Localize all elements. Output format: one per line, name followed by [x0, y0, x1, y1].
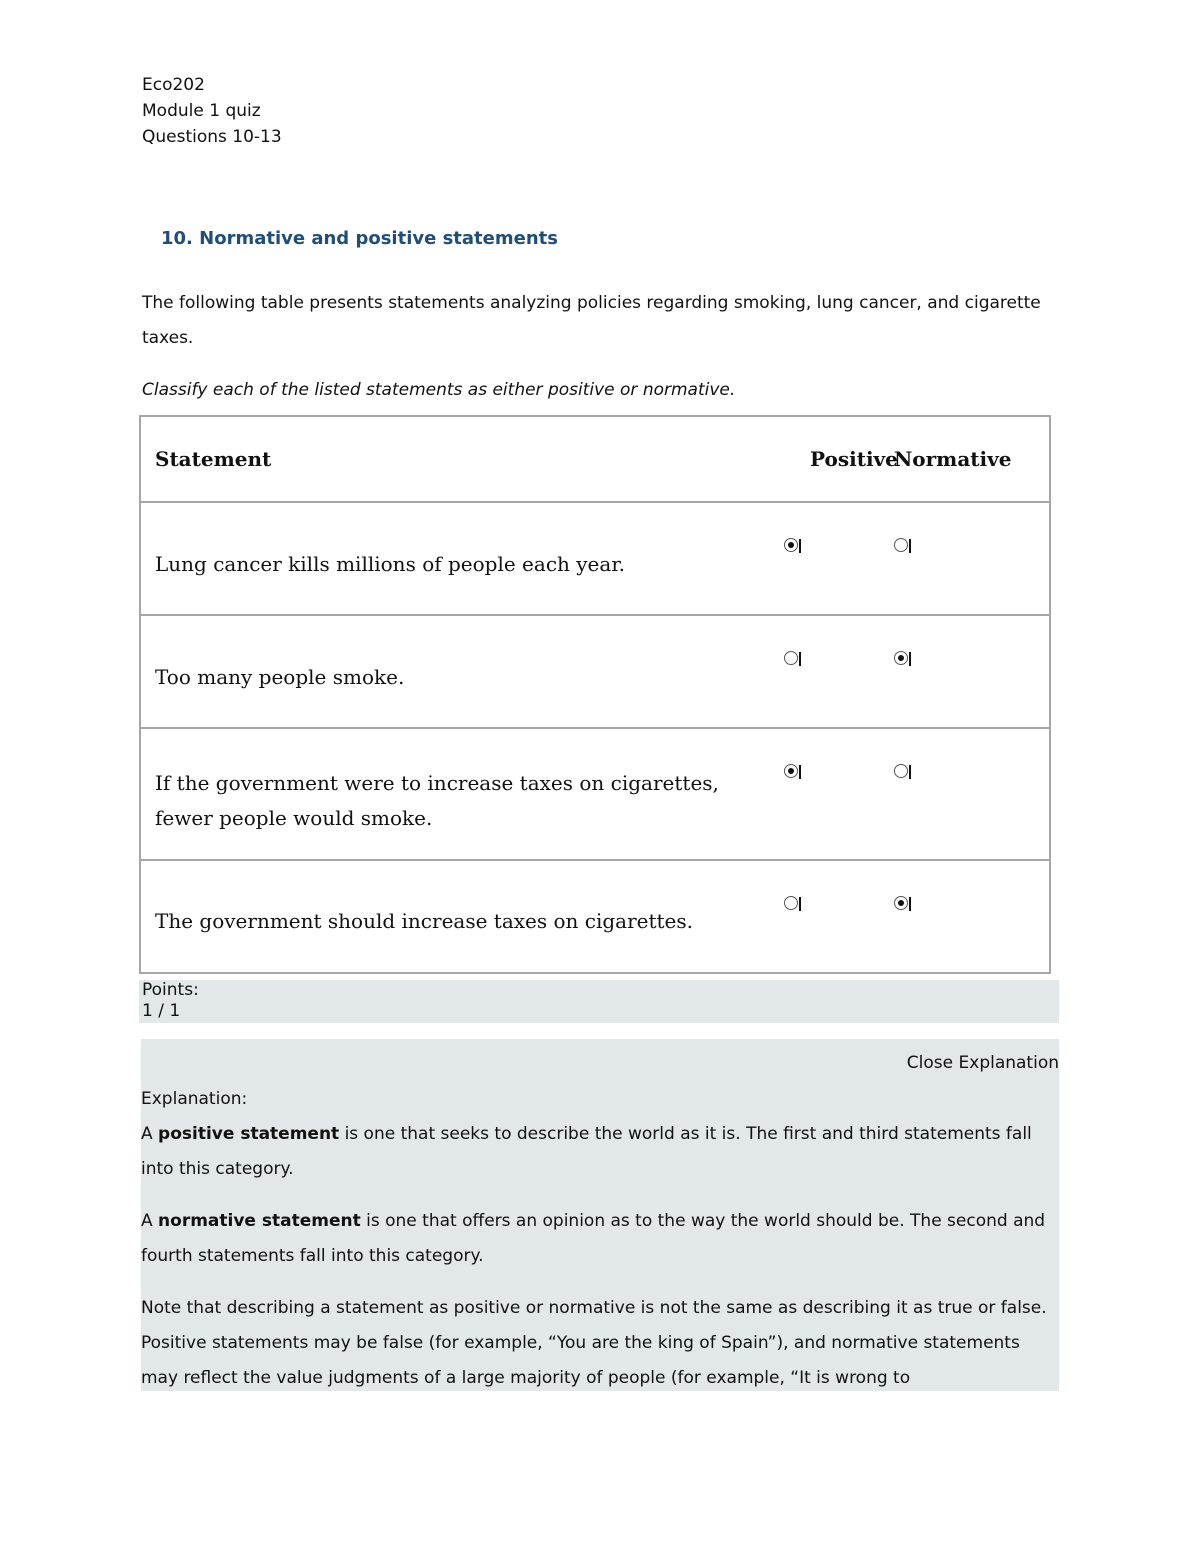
radio-positive-3[interactable]: [784, 764, 798, 778]
header-normative: Normative: [890, 416, 1050, 502]
course-code: Eco202: [142, 75, 205, 95]
term-normative-statement: normative statement: [158, 1211, 361, 1231]
question-instruction: Classify each of the listed statements as either positive or normative.: [142, 380, 736, 400]
radio-normative-1[interactable]: [894, 538, 908, 552]
question-intro: The following table presents statements analyzing policies regarding smoking, lung cancer, and cigarette taxes.: [142, 293, 1041, 348]
table-row: [140, 615, 1050, 728]
radio-positive-4[interactable]: [784, 896, 798, 910]
p2-rest: is one that offers an opinion as to the way the world should be. The second and fourth statements fall into this category.: [141, 1211, 1046, 1266]
radio-normative-4[interactable]: [894, 896, 908, 910]
radio-selected-dot: [788, 768, 794, 774]
question-title: 10. Normative and positive statements: [161, 228, 558, 249]
radio-normative-3[interactable]: [894, 764, 908, 778]
radio-selected-dot: [788, 542, 794, 548]
table-row: [140, 502, 1050, 615]
statement-text: The government should increase taxes on cigarettes.: [155, 909, 694, 933]
header-statement: Statement: [140, 416, 780, 502]
radio-normative-2[interactable]: [894, 651, 908, 665]
questions-range: Questions 10-13: [142, 127, 282, 147]
p2-prefix: A: [141, 1211, 159, 1231]
points-value: 1 / 1: [142, 1001, 181, 1021]
close-explanation-link[interactable]: Close Explanation: [906, 1053, 1059, 1073]
points-box: [139, 980, 1059, 1023]
p1-prefix: A: [141, 1124, 159, 1144]
explanation-paragraph-normative: [141, 1204, 1059, 1274]
explanation-title: Explanation:: [141, 1089, 248, 1109]
term-positive-statement: positive statement: [158, 1124, 340, 1144]
statement-text: Lung cancer kills millions of people each year.: [155, 552, 626, 576]
radio-positive-2[interactable]: [784, 651, 798, 665]
explanation-paragraph-note: Note that describing a statement as positive or normative is not the same as describing it as true or false. Positive statements may be false (for example, “You are the king of Spain”), and normative statements may reflect the value judgments of a large majority of people (for example, “It is wrong to: [141, 1298, 1047, 1388]
statement-text: Too many people smoke.: [155, 665, 405, 689]
table-row: [140, 860, 1050, 973]
explanation-paragraph-positive: [141, 1117, 1059, 1187]
statement-text: If the government were to increase taxes on cigarettes, fewer people would smoke.: [155, 771, 719, 830]
radio-positive-1[interactable]: [784, 538, 798, 552]
table-row: [140, 728, 1050, 860]
explanation-panel: [141, 1039, 1059, 1391]
module-title: Module 1 quiz: [142, 101, 261, 121]
radio-selected-dot: [898, 655, 904, 661]
classification-table: [139, 415, 1051, 974]
points-label: Points:: [142, 980, 199, 1000]
header-positive: Positive: [780, 416, 890, 502]
p1-rest: is one that seeks to describe the world as it is. The first and third statements fall into this category.: [141, 1124, 1032, 1179]
radio-selected-dot: [898, 900, 904, 906]
table-header-row: [140, 416, 1050, 502]
